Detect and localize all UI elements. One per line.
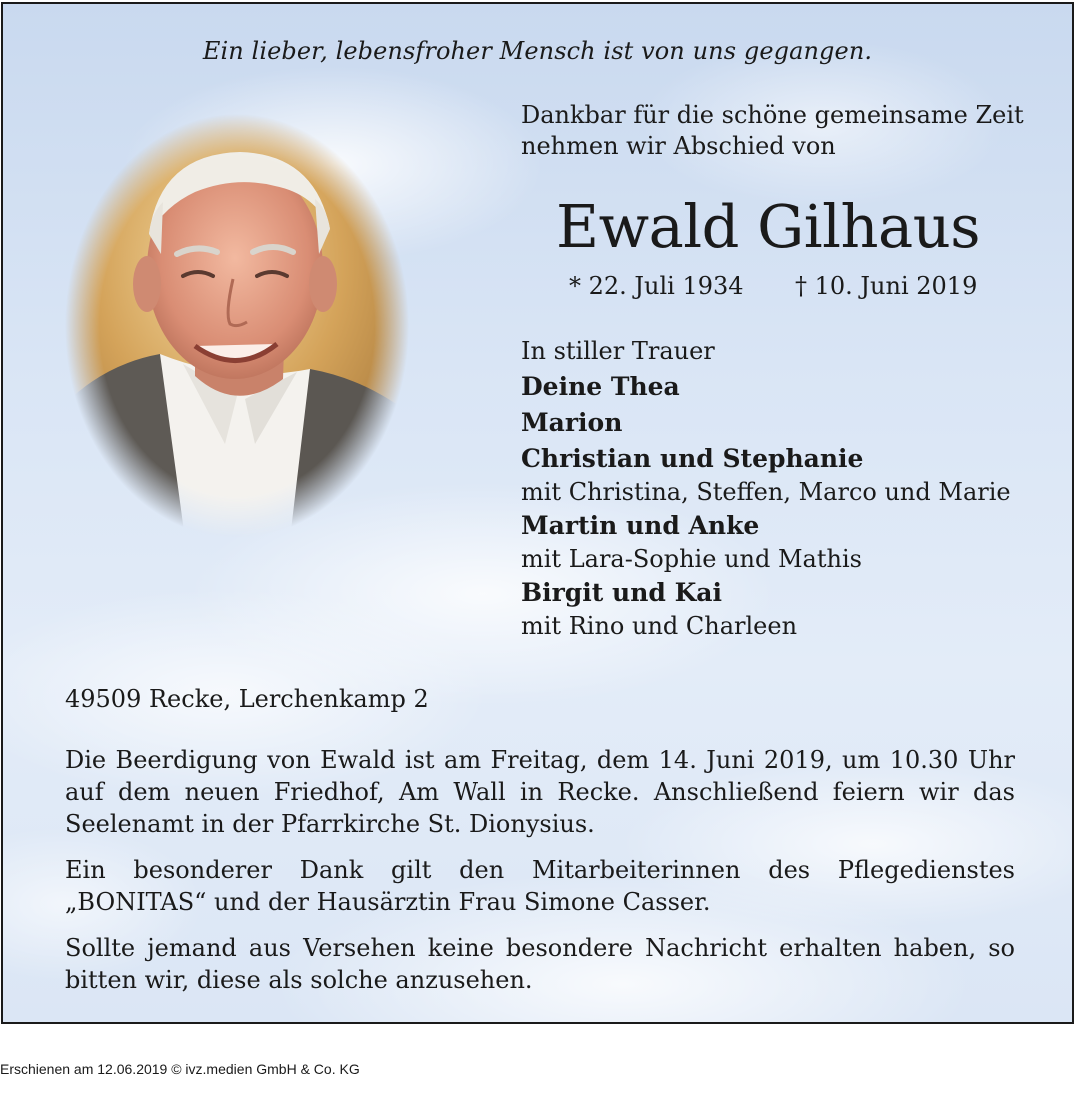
- family-address: 49509 Recke, Lerchenkamp 2: [65, 685, 429, 713]
- deceased-name: Ewald Gilhaus: [556, 192, 980, 261]
- mourning-intro: In stiller Trauer: [521, 337, 715, 365]
- birth-date: * 22. Juli 1934: [569, 272, 744, 300]
- intro-line: nehmen wir Abschied von: [521, 132, 836, 160]
- portrait-photo: [65, 114, 410, 539]
- death-date: † 10. Juni 2019: [795, 272, 978, 300]
- obituary-notice: [1, 2, 1074, 1024]
- mourner-children: mit Christina, Steffen, Marco und Marie: [521, 477, 1011, 506]
- publication-footer: Erschienen am 12.06.2019 © ivz.medien GmbH & Co. KG: [0, 1061, 360, 1077]
- mourner-names: Birgit und Kai: [521, 577, 722, 607]
- thanks-paragraph: Ein besonderer Dank gilt den Mitarbeiterinnen des Pflegedienstes „BONITAS“ und der Hausärztin Frau Simone Casser.: [65, 856, 1015, 916]
- mourner-names: Martin und Anke: [521, 510, 760, 540]
- mourner-children: mit Lara-Sophie und Mathis: [521, 544, 862, 573]
- notice-paragraph: Sollte jemand aus Versehen keine besondere Nachricht erhalten haben, so bitten wir, diese als solche anzusehen.: [65, 934, 1015, 994]
- funeral-info: Die Beerdigung von Ewald ist am Freitag, dem 14. Juni 2019, um 10.30 Uhr auf dem neuen Friedhof, Am Wall in Recke. Anschließend feiern wir das Seelenamt in der Pfarrkirche St. Dionysius.: [65, 746, 1015, 838]
- mourner-names: Marion: [521, 407, 623, 437]
- mourner-names: Deine Thea: [521, 371, 680, 401]
- intro-text: [521, 100, 1031, 162]
- intro-line: Dankbar für die schöne gemeinsame Zeit: [521, 101, 1024, 129]
- mourner-names: Christian und Stephanie: [521, 443, 864, 473]
- mourners-list: [521, 334, 1031, 642]
- mourner-children: mit Rino und Charleen: [521, 611, 798, 640]
- motto: Ein lieber, lebensfroher Mensch ist von uns gegangen.: [202, 37, 873, 65]
